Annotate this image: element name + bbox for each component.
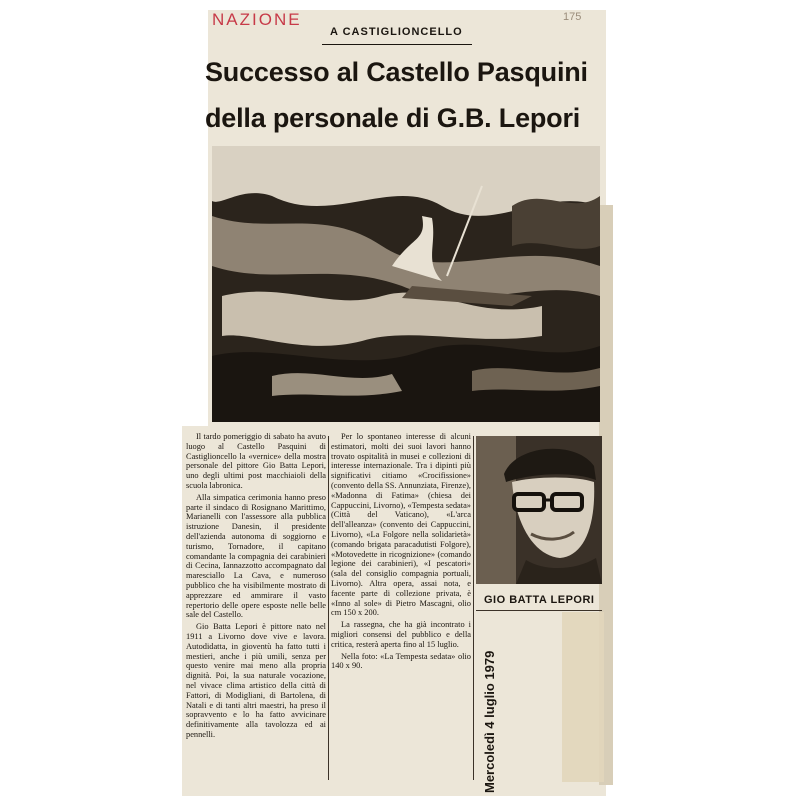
paragraph: Il tardo pomeriggio di sabato ha avuto luogo al Castello Pasquini di Castiglioncello la «vernice» della mostra personale del pittore Gio Batta Lepori, uno degli ultimi post macchiaioli della scuola labronica. — [186, 432, 326, 490]
page-number: 175 — [563, 11, 582, 23]
headline-line-1: Successo al Castello Pasquini — [205, 57, 588, 87]
artist-portrait — [476, 436, 602, 584]
kicker: A CASTIGLIONCELLO — [330, 26, 463, 38]
handwritten-note: NAZIONE — [212, 10, 302, 29]
paragraph: La rassegna, che ha già incontrato i migliori consensi del pubblico e della critica, resterà aperta fino al 15 luglio. — [331, 620, 471, 649]
paragraph: Per lo spontaneo interesse di alcuni estimatori, molti dei suoi lavori hanno trovato ospitalità in musei e collezioni di interesse internazionale. Tra i dipinti più significativi citiamo «Crocifissione» (convento della SS. Annunziata, Firenze), «Madonna di Fatima» (chiesa dei Cappuccini, Livorno), «Tempesta sedata» (Città del Vaticano), «L'arca dell'alleanza» (convento dei Cappuccini, Livorno), «La Folgore nella solidarietà» (comando brigata paracadutisti Folgore), «Motovedette in ricognizione» (comando legione dei carabinieri), «I pescatori» (sala del consiglio compagnia portuali, Livorno). Altra opera, assai nota, e facente parte di collezione privata, è «Inno al sole» di Pietro Mascagni, olio cm 150 x 200. — [331, 432, 471, 618]
column-rule — [328, 436, 329, 780]
paragraph: Gio Batta Lepori è pittore nato nel 1911 a Livorno dove vive e lavora. Autodidatta, in gioventù ha fatto tutti i mestieri, anche i più umili, senza per questo venire mai meno alla propria dignità. Poi, la sua naturale vocazione, nel vivace clima artistico della città di Fattori, di Modigliani, di Bartolena, di Natali e di tanti altri maestri, ha preso il sopravvento e lo ha fatto avvicinare definitivamente alla tavolozza ed ai pennelli. — [186, 622, 326, 739]
article-column-1 — [186, 432, 326, 784]
paragraph: Nella foto: «La Tempesta sedata» olio 140 x 90. — [331, 651, 471, 671]
painting-photo — [212, 146, 600, 422]
portrait-caption: GIO BATTA LEPORI — [484, 594, 595, 606]
caption-rule — [476, 610, 602, 611]
article-column-2 — [331, 432, 471, 724]
headline-line-2: della personale di G.B. Lepori — [205, 103, 581, 133]
dateline: Mercoledì 4 luglio 1979 — [482, 650, 497, 793]
paragraph: Alla simpatica cerimonia hanno preso parte il sindaco di Rosignano Marittimo, Marianelli con l'assessore alla pubblica istruzione Danesin, il presidente dell'azienda autonoma di soggiorno e turismo, Tornadore, il capitano comandante la compagnia dei carabinieri di Cecina, Iannazzotto accompagnato dal maresciallo La Cava, e numeroso pubblico che ha visibilmente mostrato di apprezzare ed ammirare il vasto repertorio delle opere esposte nelle belle sale del Castello. — [186, 492, 326, 620]
column-rule — [473, 436, 474, 780]
kicker-rule — [322, 44, 472, 45]
tape-strip — [562, 612, 604, 782]
